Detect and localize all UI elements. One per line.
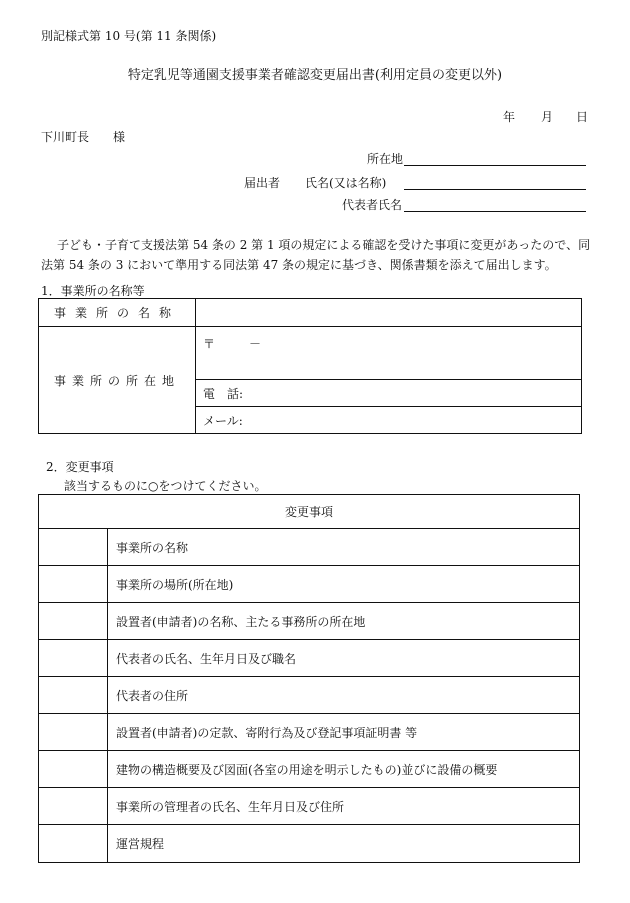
- change-items-table: [38, 494, 580, 863]
- postal-mark: 〒: [203, 337, 216, 351]
- address-label: 所在地: [367, 152, 404, 166]
- section2-instruction: 該当するものに○をつけてください。: [64, 479, 267, 493]
- section1-heading: 1．事業所の名称等: [41, 284, 145, 298]
- form-number: 別記様式第 10 号(第 11 条関係): [41, 29, 217, 43]
- change-item: 代表者の住所: [108, 677, 580, 714]
- address-field[interactable]: [404, 150, 586, 166]
- mark-cell[interactable]: [39, 603, 108, 640]
- postal-code-field[interactable]: [196, 327, 582, 380]
- section2-heading: 2．変更事項: [46, 460, 114, 474]
- applicant-label: 届出者: [244, 176, 281, 190]
- name-field[interactable]: [404, 174, 586, 190]
- name-label: 氏名(又は名称): [305, 176, 387, 190]
- mark-cell[interactable]: [39, 714, 108, 751]
- facility-info-table: [38, 298, 582, 434]
- email-field[interactable]: メール:: [196, 407, 582, 434]
- phone-field[interactable]: 電 話:: [196, 380, 582, 407]
- postal-dash: －: [249, 337, 262, 351]
- body-text-line2: 法第 54 条の 3 において準用する同法第 47 条の規定に基づき、関係書類を添えて届出します。: [41, 258, 557, 272]
- mark-cell[interactable]: [39, 825, 108, 863]
- date-month: 月: [541, 110, 554, 124]
- change-item: 運営規程: [108, 825, 580, 863]
- change-item: 設置者(申請者)の名称、主たる事務所の所在地: [108, 603, 580, 640]
- facility-location-label: 事業所の所在地: [39, 327, 196, 434]
- mark-cell[interactable]: [39, 640, 108, 677]
- date-day: 日: [576, 110, 589, 124]
- facility-name-field[interactable]: [196, 299, 582, 327]
- mark-cell[interactable]: [39, 677, 108, 714]
- mark-cell[interactable]: [39, 566, 108, 603]
- representative-field[interactable]: [404, 196, 586, 212]
- change-table-header: 変更事項: [39, 495, 580, 529]
- facility-name-label: 事業所の名称: [39, 299, 196, 327]
- mark-cell[interactable]: [39, 529, 108, 566]
- body-text-line1: 子ども・子育て支援法第 54 条の 2 第 1 項の規定による確認を受けた事項に変更があったので、同: [57, 238, 591, 252]
- document-title: 特定乳児等通園支援事業者確認変更届出書(利用定員の変更以外): [127, 68, 503, 83]
- date-year: 年: [503, 110, 516, 124]
- change-item: 事業所の管理者の氏名、生年月日及び住所: [108, 788, 580, 825]
- mark-cell[interactable]: [39, 751, 108, 788]
- change-item: 事業所の場所(所在地): [108, 566, 580, 603]
- change-item: 設置者(申請者)の定款、寄附行為及び登記事項証明書 等: [108, 714, 580, 751]
- change-item: 代表者の氏名、生年月日及び職名: [108, 640, 580, 677]
- addressee: 下川町長 様: [41, 130, 126, 144]
- change-item: 建物の構造概要及び図面(各室の用途を明示したもの)並びに設備の概要: [108, 751, 580, 788]
- representative-label: 代表者氏名: [342, 198, 403, 212]
- change-item: 事業所の名称: [108, 529, 580, 566]
- mark-cell[interactable]: [39, 788, 108, 825]
